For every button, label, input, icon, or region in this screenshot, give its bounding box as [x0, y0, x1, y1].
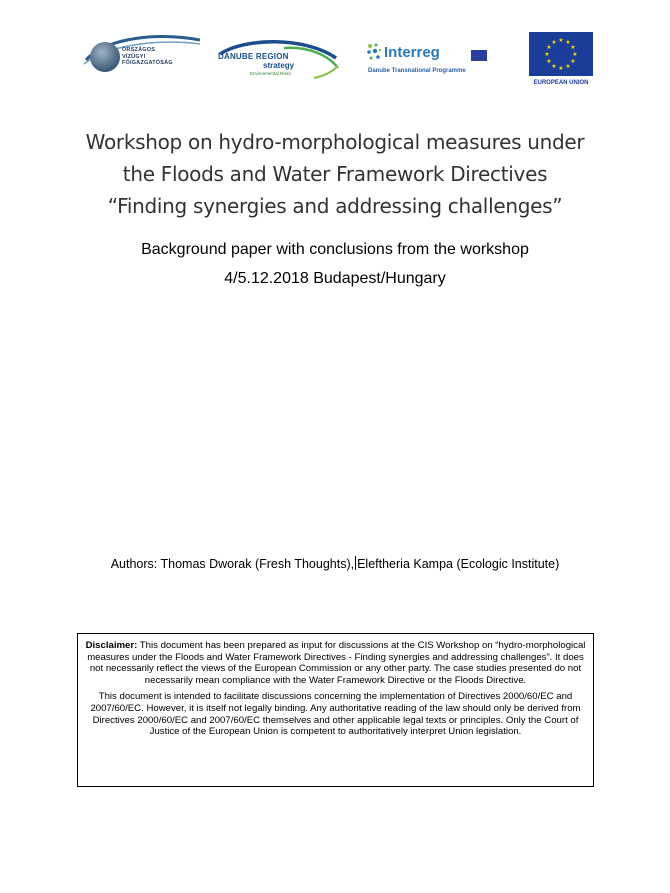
ovf-logo [76, 34, 200, 80]
eu-label: EUROPEAN UNION [533, 80, 589, 86]
interreg-dots-icon [366, 42, 384, 64]
svg-text:★: ★ [570, 44, 576, 51]
eu-logo [527, 30, 595, 92]
interreg-name: Interreg [384, 44, 440, 61]
eu-stars-icon [529, 32, 593, 76]
svg-text:★: ★ [558, 65, 564, 72]
authors-part-2: Eleftheria Kampa (Ecologic Institute) [357, 557, 560, 571]
svg-text:★: ★ [551, 39, 557, 46]
interreg-logo [364, 42, 492, 82]
ovf-emblem-icon [90, 42, 120, 72]
svg-text:★: ★ [551, 63, 557, 70]
disclaimer-text-1: This document has been prepared as input for discussions at the CIS Workshop on “hydro-morphological measures under the Floods and Water Framework Directives - Finding synergies and addressing challenges”. It does not necessarily reflect the views of the European Commission or any other party. The case studies presented do not necessarily mean compliance with the Water Framework Directive or the Floods Directive. [87, 640, 586, 686]
disclaimer-paragraph-1 [84, 640, 587, 686]
svg-text:★: ★ [565, 39, 571, 46]
ovf-logo-text: ORSZÁGOS VÍZÜGYI FŐIGAZGATÓSÁG [122, 47, 173, 66]
authors-part-1: Authors: Thomas Dworak (Fresh Thoughts), [110, 557, 355, 571]
eu-flag-icon [529, 32, 593, 76]
svg-text:★: ★ [546, 58, 552, 65]
disclaimer-box [77, 633, 594, 787]
svg-text:★: ★ [570, 58, 576, 65]
danube-line3: Environmental Risks [250, 71, 292, 76]
svg-text:★: ★ [558, 37, 564, 44]
svg-text:★: ★ [572, 51, 578, 58]
svg-text:★: ★ [565, 63, 571, 70]
eu-small-flag-icon [471, 50, 487, 61]
title-line-1: Workshop on hydro-morphological measures under [85, 130, 585, 154]
svg-text:★: ★ [546, 44, 552, 51]
svg-text:★: ★ [544, 51, 550, 58]
danube-region-logo [214, 38, 344, 84]
disclaimer-paragraph-2: This document is intended to facilitate discussions concerning the implementation of Directives 2000/60/EC and 2007/60/EC. However, it is itself not legally binding. Any authoritative reading of the law should only be derived from Directives 2000/60/EC and 2007/60/EC themselves and other applicable legal texts or principles. Only the Court of Justice of the European Union is competent to authoritatively interpret Union legislation. [90, 691, 581, 738]
title-line-2: the Floods and Water Framework Directives [122, 162, 548, 186]
disclaimer-label: Disclaimer: [85, 640, 138, 651]
danube-line1: DANUBE REGION [218, 52, 289, 61]
text-cursor [355, 556, 356, 570]
subtitle-line-2: 4/5.12.2018 Budapest/Hungary [224, 270, 446, 287]
danube-line2: strategy [263, 61, 295, 70]
interreg-programme: Danube Transnational Programme [368, 68, 466, 74]
authors-line [0, 556, 670, 571]
title-line-3: “Finding synergies and addressing challenges” [107, 194, 563, 218]
subtitle-line-1: Background paper with conclusions from the workshop [141, 241, 529, 258]
